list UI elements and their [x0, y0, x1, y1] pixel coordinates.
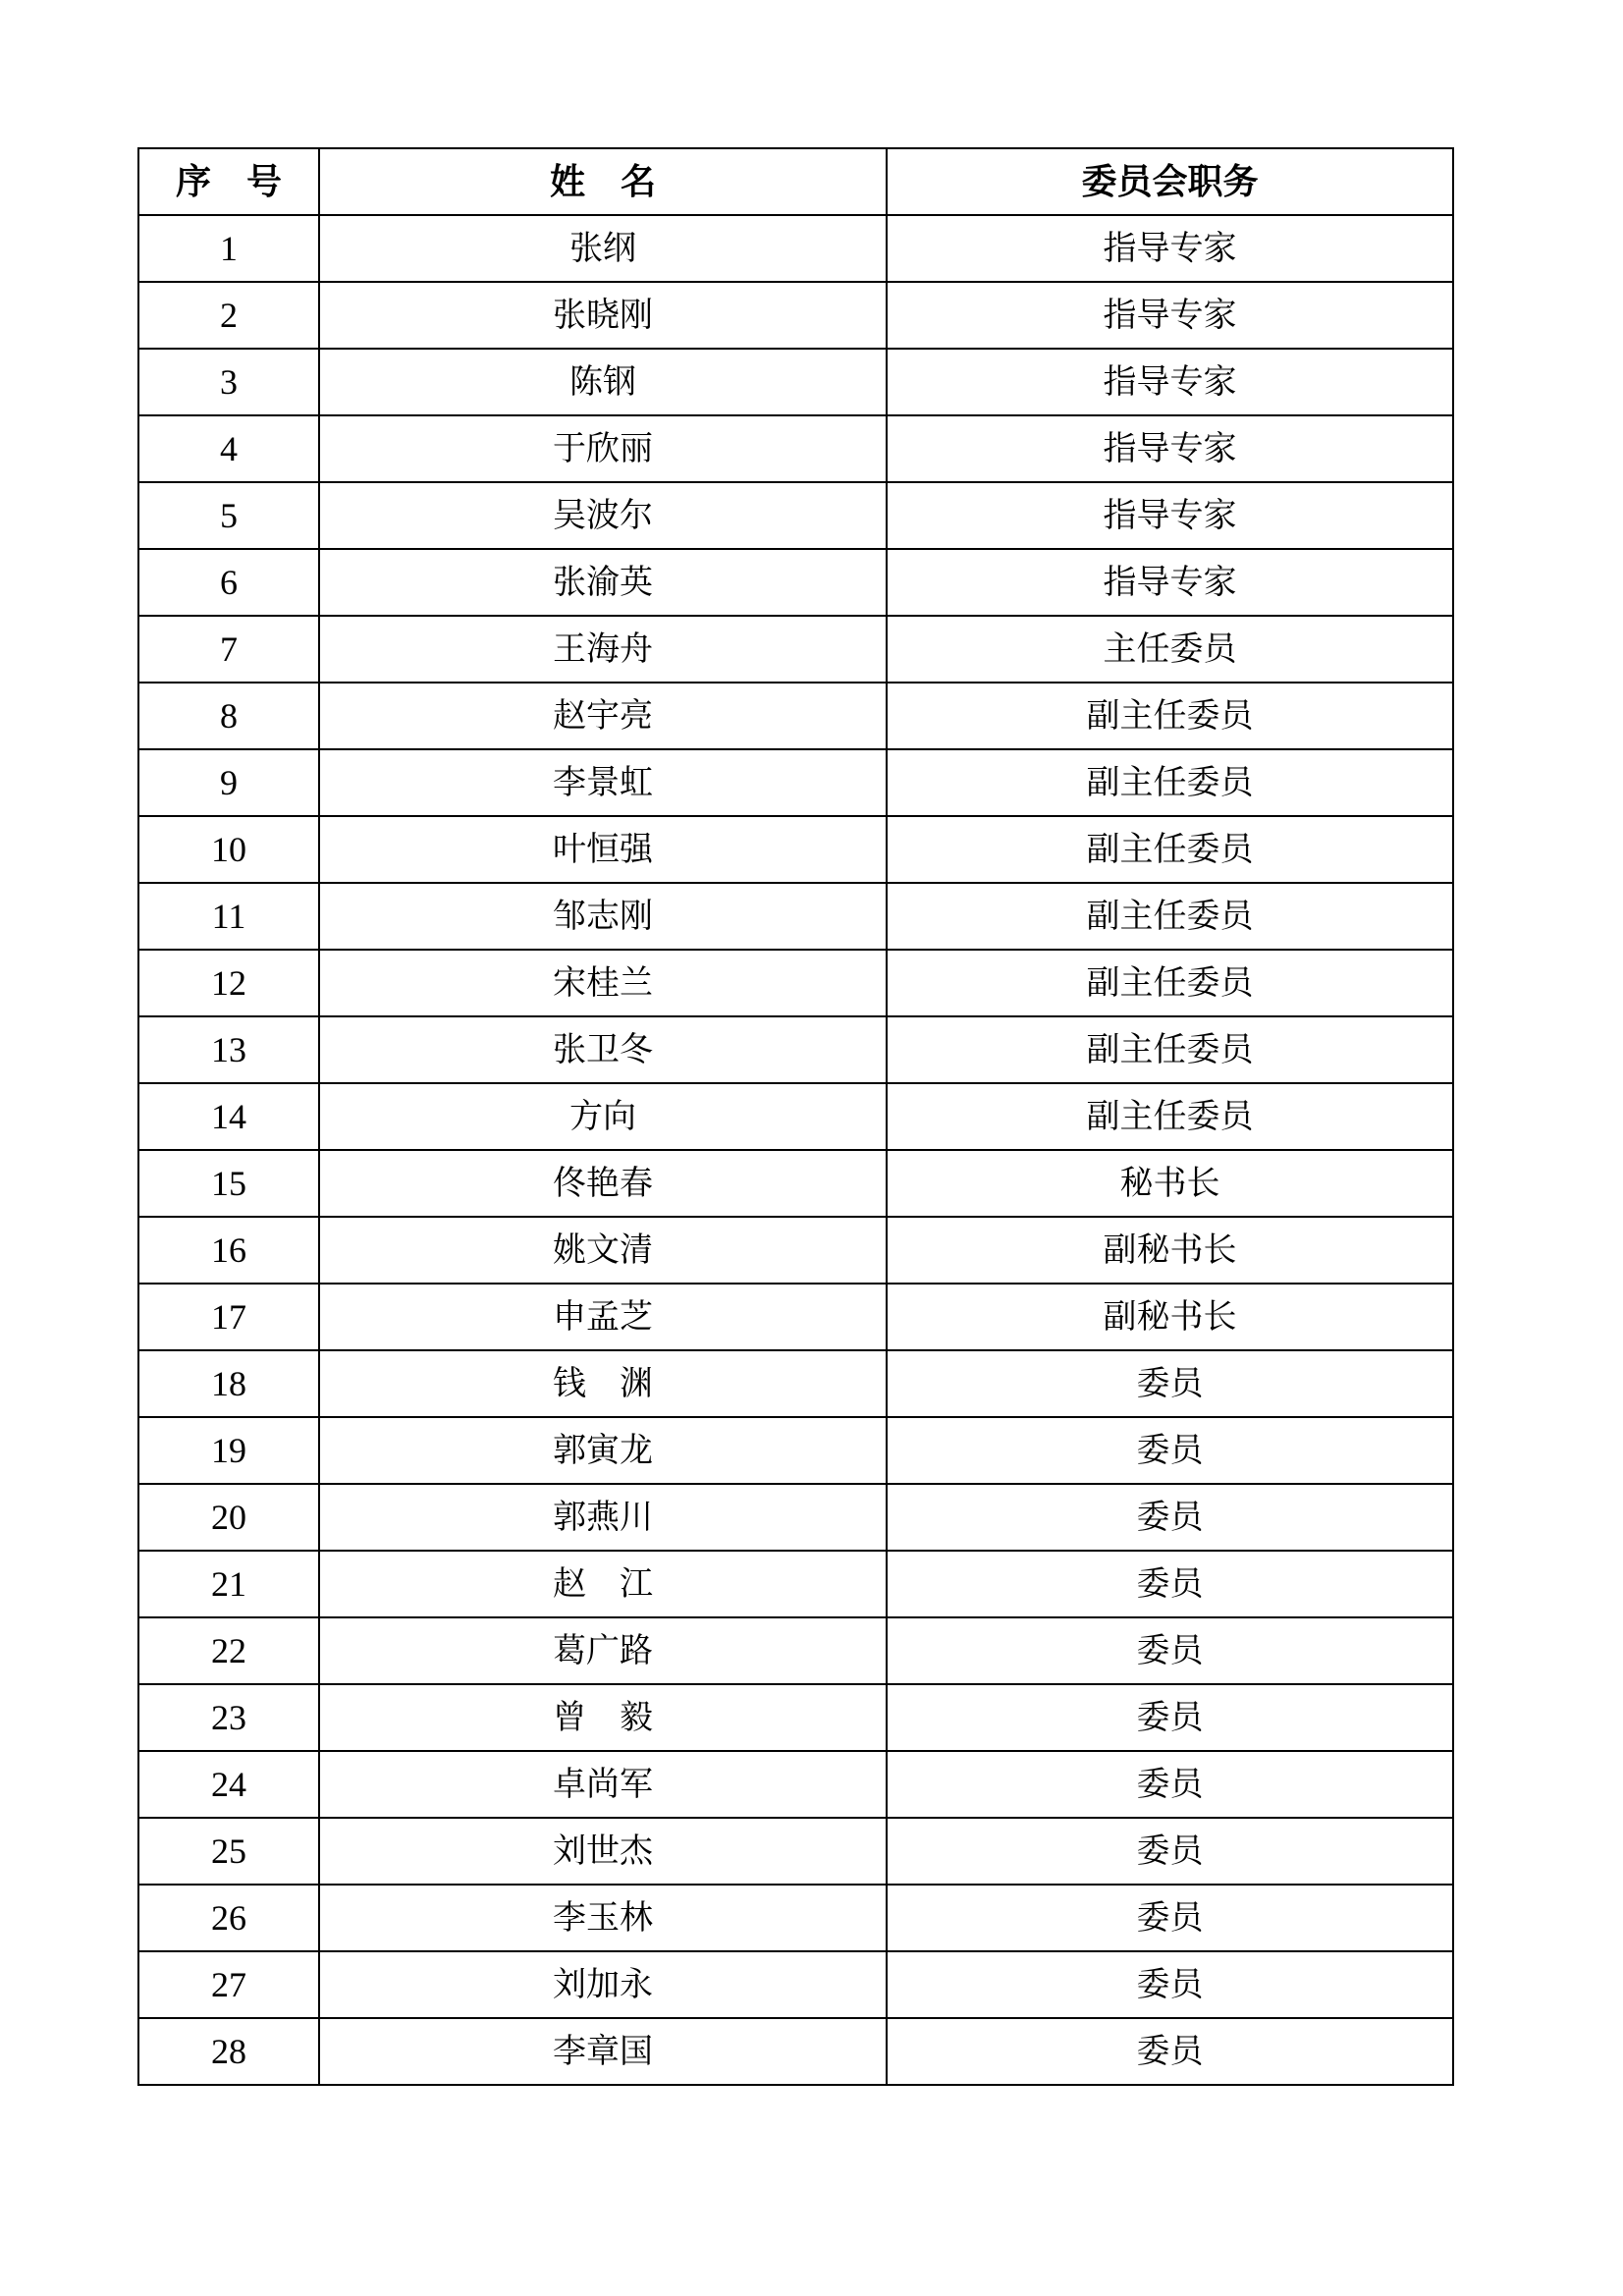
cell-name: 申孟芝 [319, 1284, 887, 1350]
cell-role: 委员 [887, 1684, 1453, 1751]
cell-seq: 5 [138, 482, 319, 549]
cell-name: 赵 江 [319, 1551, 887, 1617]
header-row [138, 148, 1453, 215]
table-row [138, 749, 1453, 816]
cell-name: 郭燕川 [319, 1484, 887, 1551]
header-role: 委员会职务 [887, 148, 1453, 215]
table-row [138, 1150, 1453, 1217]
table-row [138, 1484, 1453, 1551]
cell-name: 刘加永 [319, 1951, 887, 2018]
table-row [138, 1684, 1453, 1751]
cell-role: 副主任委员 [887, 1016, 1453, 1083]
table-row [138, 1350, 1453, 1417]
cell-seq: 7 [138, 616, 319, 683]
cell-seq: 1 [138, 215, 319, 282]
cell-role: 指导专家 [887, 549, 1453, 616]
cell-name: 叶恒强 [319, 816, 887, 883]
cell-name: 葛广路 [319, 1617, 887, 1684]
table-row [138, 616, 1453, 683]
table-row [138, 950, 1453, 1016]
table-row [138, 1417, 1453, 1484]
cell-name: 张纲 [319, 215, 887, 282]
table-row [138, 1885, 1453, 1951]
table-row [138, 1818, 1453, 1885]
cell-role: 指导专家 [887, 282, 1453, 349]
table-row [138, 549, 1453, 616]
cell-role: 委员 [887, 1417, 1453, 1484]
cell-name: 张晓刚 [319, 282, 887, 349]
cell-seq: 16 [138, 1217, 319, 1284]
cell-name: 张渝英 [319, 549, 887, 616]
cell-seq: 21 [138, 1551, 319, 1617]
cell-seq: 24 [138, 1751, 319, 1818]
cell-seq: 26 [138, 1885, 319, 1951]
cell-role: 副主任委员 [887, 1083, 1453, 1150]
table-row [138, 883, 1453, 950]
table-row [138, 1551, 1453, 1617]
table-row [138, 816, 1453, 883]
table-row [138, 1284, 1453, 1350]
cell-name: 张卫冬 [319, 1016, 887, 1083]
cell-role: 指导专家 [887, 215, 1453, 282]
table-row [138, 1951, 1453, 2018]
table-row [138, 1016, 1453, 1083]
cell-seq: 25 [138, 1818, 319, 1885]
cell-role: 委员 [887, 1617, 1453, 1684]
cell-seq: 8 [138, 683, 319, 749]
cell-name: 王海舟 [319, 616, 887, 683]
table-row [138, 1083, 1453, 1150]
cell-seq: 13 [138, 1016, 319, 1083]
cell-seq: 9 [138, 749, 319, 816]
cell-role: 主任委员 [887, 616, 1453, 683]
cell-name: 曾 毅 [319, 1684, 887, 1751]
cell-name: 宋桂兰 [319, 950, 887, 1016]
cell-role: 副秘书长 [887, 1217, 1453, 1284]
cell-seq: 19 [138, 1417, 319, 1484]
cell-role: 委员 [887, 1818, 1453, 1885]
cell-name: 李景虹 [319, 749, 887, 816]
cell-role: 秘书长 [887, 1150, 1453, 1217]
cell-name: 李玉林 [319, 1885, 887, 1951]
cell-name: 方向 [319, 1083, 887, 1150]
cell-seq: 3 [138, 349, 319, 415]
table-row [138, 1617, 1453, 1684]
table-row [138, 1751, 1453, 1818]
cell-seq: 14 [138, 1083, 319, 1150]
cell-name: 赵宇亮 [319, 683, 887, 749]
cell-seq: 15 [138, 1150, 319, 1217]
cell-name: 钱 渊 [319, 1350, 887, 1417]
cell-name: 卓尚军 [319, 1751, 887, 1818]
cell-seq: 4 [138, 415, 319, 482]
cell-name: 邹志刚 [319, 883, 887, 950]
cell-role: 副主任委员 [887, 683, 1453, 749]
table-row [138, 349, 1453, 415]
cell-seq: 12 [138, 950, 319, 1016]
cell-role: 委员 [887, 1885, 1453, 1951]
cell-role: 副主任委员 [887, 950, 1453, 1016]
cell-seq: 11 [138, 883, 319, 950]
cell-role: 委员 [887, 1951, 1453, 2018]
cell-role: 副秘书长 [887, 1284, 1453, 1350]
cell-seq: 27 [138, 1951, 319, 2018]
table-row [138, 215, 1453, 282]
cell-seq: 17 [138, 1284, 319, 1350]
table-row [138, 1217, 1453, 1284]
cell-name: 佟艳春 [319, 1150, 887, 1217]
cell-role: 委员 [887, 1551, 1453, 1617]
cell-seq: 10 [138, 816, 319, 883]
table-body [138, 215, 1453, 2085]
table-row [138, 415, 1453, 482]
cell-role: 委员 [887, 1350, 1453, 1417]
table-row [138, 482, 1453, 549]
cell-role: 指导专家 [887, 482, 1453, 549]
cell-role: 指导专家 [887, 349, 1453, 415]
cell-seq: 20 [138, 1484, 319, 1551]
cell-role: 委员 [887, 1484, 1453, 1551]
cell-name: 于欣丽 [319, 415, 887, 482]
cell-seq: 6 [138, 549, 319, 616]
cell-seq: 28 [138, 2018, 319, 2085]
cell-seq: 18 [138, 1350, 319, 1417]
cell-name: 陈钢 [319, 349, 887, 415]
cell-seq: 2 [138, 282, 319, 349]
table-row [138, 683, 1453, 749]
cell-role: 副主任委员 [887, 749, 1453, 816]
table-row [138, 282, 1453, 349]
cell-name: 姚文清 [319, 1217, 887, 1284]
cell-seq: 22 [138, 1617, 319, 1684]
cell-name: 李章国 [319, 2018, 887, 2085]
cell-name: 郭寅龙 [319, 1417, 887, 1484]
cell-role: 副主任委员 [887, 816, 1453, 883]
cell-role: 委员 [887, 2018, 1453, 2085]
table-row [138, 2018, 1453, 2085]
header-seq: 序 号 [138, 148, 319, 215]
cell-name: 刘世杰 [319, 1818, 887, 1885]
cell-role: 副主任委员 [887, 883, 1453, 950]
header-name: 姓 名 [319, 148, 887, 215]
cell-role: 委员 [887, 1751, 1453, 1818]
committee-roster-table [137, 147, 1454, 2086]
cell-role: 指导专家 [887, 415, 1453, 482]
cell-name: 吴波尔 [319, 482, 887, 549]
cell-seq: 23 [138, 1684, 319, 1751]
